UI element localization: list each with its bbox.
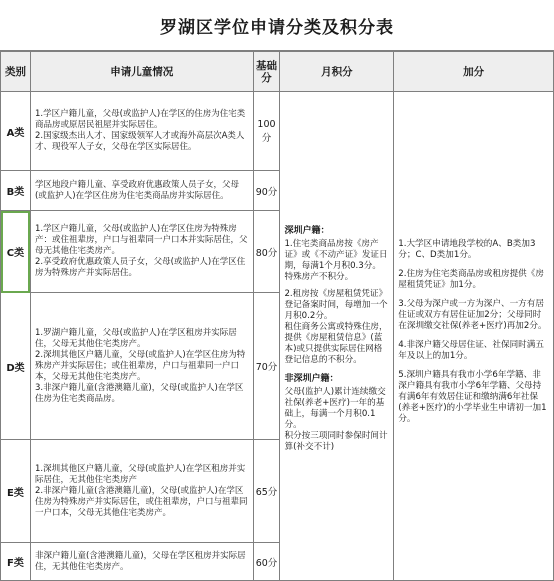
situation-text: 2.非深户籍儿童(含港澳籍儿童)，父母(或监护人)在学区住房为特殊房产并实际居住，或住祖辈房，户口与祖辈同一户口本，父母无其他住宅类房产。 [34,485,248,518]
situation-cell [30,293,253,440]
category-label: C类 [1,211,31,293]
title-bar [0,0,554,50]
base-score: 60分 [253,543,280,581]
category-label: D类 [1,293,31,440]
situation-cell [30,171,253,211]
base-score: 70分 [253,293,280,440]
shenzhen-heading: 深圳户籍： [284,225,330,236]
situation-text: 1.学区户籍儿童，父母(或监护人)在学区住房为特殊房产：或住祖辈房，户口与祖辈同一户口本并实际居住，父母无其他住宅类房产。 [34,224,248,256]
header-bonus-points: 加分 [394,52,554,92]
bonus-rule: 3.父母为深户或一方为深户、一方有居住证或双方有居住证加2分；父母同时在深圳缴交社保(养老+医疗)再加2分。 [398,299,547,331]
monthly-rule: 1.住宅类商品房按《房产证》或《不动产证》发证日期，每满1个月积0.3分。特殊房产不积分。 [284,238,388,282]
situation-text: 1.深圳其他区户籍儿童，父母(或监护人)在学区租房并实际居住，无其他住宅类房产 [34,463,246,485]
situation-cell [30,440,253,543]
base-score: 65分 [253,440,280,543]
category-label: E类 [1,440,31,543]
non-shenzhen-heading: 非深圳户籍： [284,373,339,384]
situation-text: 1.罗湖户籍儿童，父母(或监护人)在学区租房并实际居住，父母无其他住宅类房产。 [34,327,237,349]
header-row [1,52,554,92]
table-row [1,92,554,171]
situation-cell [30,92,253,171]
base-score: 90分 [253,171,280,211]
bonus-rule: 1.大学区申请地段学校的A、B类加3分；C、D类加1分。 [398,239,536,260]
bonus-points-cell [394,92,554,581]
bonus-rule: 5.深圳户籍具有我市小学6年学籍、非深户籍具有我市小学6年学籍、父母持有满6年有效居住证和缴纳满6年社保(养老+医疗)的小学毕业生申请初一加1分。 [398,370,547,424]
header-base-score: 基础 分 [253,52,280,92]
category-label: B类 [1,171,31,211]
situation-text: 1.学区户籍儿童，父母(或监护人)在学区的住房为住宅类商品房或原居民祖屋并实际居住。 [34,109,246,130]
base-score: 100分 [253,92,280,171]
monthly-rule: 2.租房按《房屋租赁凭证》登记备案时间，每增加一个月积0.2分。 [284,288,388,321]
points-table [0,51,554,581]
bonus-rule: 4.非深户籍父母居住证、社保同时满五年及以上的加1分。 [398,340,544,361]
situation-text: 非深户籍儿童(含港澳籍儿童)，父母在学区租房并实际居住，无其他住宅类房产。 [34,550,246,572]
monthly-rule: 租住商务公寓或特殊住房，提供《房屋租赁信息》(蓝本)或只提供实际居住网格登记信息的不积分。 [284,321,388,365]
monthly-points-cell [280,92,394,581]
header-category: 类别 [1,52,31,92]
situation-cell [30,543,253,581]
situation-cell [30,211,253,293]
monthly-rule: 积分按三项同时参保时间计算(补交不计) [284,430,388,452]
category-label: A类 [1,92,31,171]
situation-text: 学区地段户籍儿童、享受政府优惠政策人员子女，父母(或监护人)在学区住房为住宅类商品房并实际居住。 [34,179,239,201]
situation-text: 3.非深户籍儿童(含港澳籍儿童)，父母(或监护人)在学区住房为住宅类商品房。 [34,382,244,404]
situation-text: 2.国家级杰出人才、国家级领军人才或海外高层次A类人才、现役军人子女，父母在学区实际居住。 [34,131,245,152]
base-score: 80分 [253,211,280,293]
category-label: F类 [1,543,31,581]
situation-text: 2.深圳其他区户籍儿童，父母(或监护人)在学区住房为特殊房产并实际居住；或住祖辈房，户口与祖辈同一户口本，父母无其他住宅类房产。 [34,349,246,382]
monthly-rule: 父母(监护人)累计连续缴交社保(养老+医疗)一年的基础上，每满一个月积0.1分。 [284,386,386,430]
page-title: 罗湖区学位申请分类及积分表 [160,17,394,38]
bonus-rule: 2.住房为住宅类商品房或租房提供《房屋租赁凭证》加1分。 [398,269,544,290]
header-situation: 申请儿童情况 [30,52,253,92]
header-monthly-points: 月积分 [280,52,394,92]
situation-text: 2.享受政府优惠政策人员子女，父母(或监护人)在学区住房为特殊房产并实际居住。 [34,257,246,278]
